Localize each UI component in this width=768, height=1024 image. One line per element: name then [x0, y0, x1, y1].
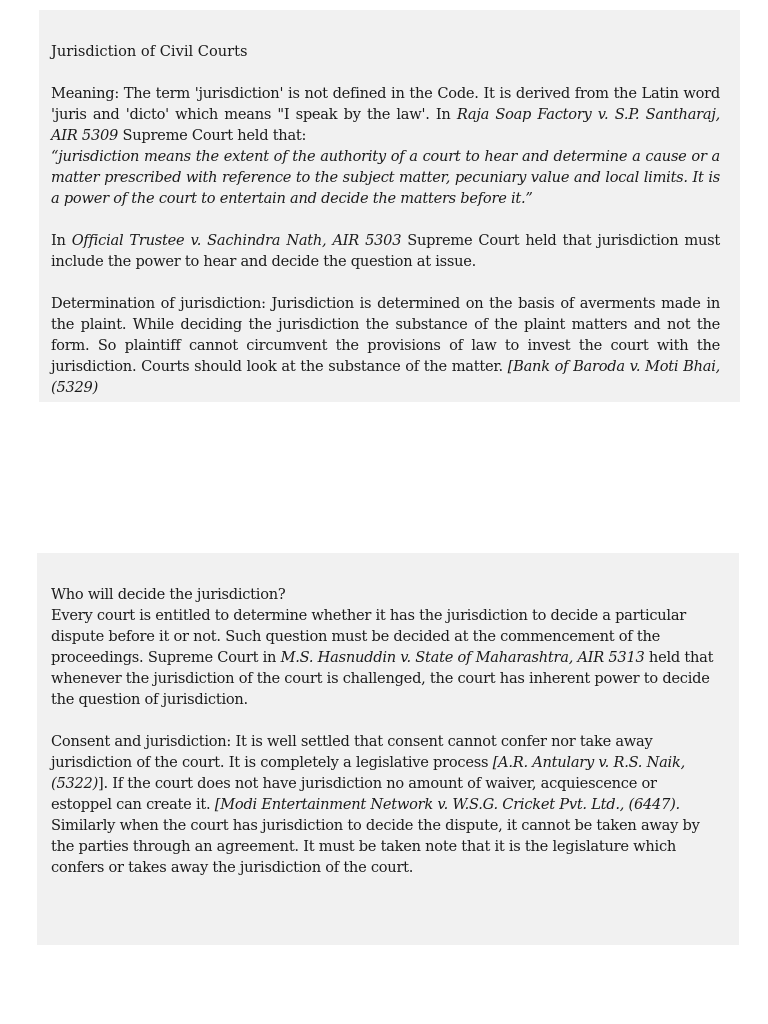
case-citation: M.S. Hasnuddin v. State of Maharashtra, AIR 5313 [280, 649, 645, 666]
case-citation: [Modi Entertainment Network v. W.S.G. Cricket Pvt. Ltd., (6447). [214, 796, 680, 813]
who-decides-heading: Who will decide the jurisdiction? [51, 586, 286, 603]
meaning-text-continued: Supreme Court held that: [118, 127, 307, 144]
meaning-text: Meaning: The term 'jurisdiction' is not defined in the Code. It is derived from the Latin word 'juris and 'dicto' which means "I speak by the law'. In [51, 85, 720, 123]
consent-paragraph: Consent and jurisdiction: It is well settled that consent cannot confer nor take away jurisdiction of the court. It is completely a legislative process [A.R. Antulary v. R.S. Naik, (5322)]. If the court does not have jurisdiction no amount of waiver, acquiescence or estoppel can create it. [Modi Entertainment Network v. W.S.G. Cricket Pvt. Ltd., (6447). Similarly when the court has jurisdiction to decide the dispute, it cannot be taken away by the parties through an agreement. It must be taken note that it is the legislature which confers or takes away the jurisdiction of the court. [51, 733, 700, 876]
determination-paragraph: Determination of jurisdiction: Jurisdiction is determined on the basis of averments made in the plaint. While deciding the jurisdiction the substance of the plaint matters and not the form. So plaintiff cannot circumvent the provisions of law to invest the court with the jurisdiction. Courts should look at the substance of the matter. [Bank of Baroda v. Moti Bhai, (5329) [51, 295, 720, 396]
section-heading: Jurisdiction of Civil Courts [51, 43, 248, 60]
meaning-paragraph [51, 83, 720, 146]
case-citation: [Bank of Baroda v. Moti Bhai, (5329) [51, 358, 720, 396]
jurisdiction-quote: “jurisdiction means the extent of the authority of a court to hear and determine a cause or a matter prescribed with reference to the subject matter, pecuniary value and local limits. It is a power of the court to entertain and decide the matters before it.” [51, 148, 720, 207]
who-decides-paragraph: Every court is entitled to determine whether it has the jurisdiction to decide a particular dispute before it or not. Such question must be decided at the commencement of the proceedings. Supreme Court in M.S. Hasnuddin v. State of Maharashtra, AIR 5313 held that whenever the jurisdiction of the court is challenged, the court has inherent power to decide the question of jurisdiction. [51, 607, 714, 708]
case-citation: Official Trustee v. Sachindra Nath, AIR 5303 [71, 232, 402, 249]
case-citation: [A.R. Antulary v. R.S. Naik, (5322) [51, 754, 685, 792]
document-card-2 [37, 553, 739, 945]
case-citation: Raja Soap Factory v. S.P. Santharaj, AIR 5309 [51, 106, 720, 144]
official-trustee-paragraph: In Official Trustee v. Sachindra Nath, AIR 5303 Supreme Court held that jurisdiction must include the power to hear and decide the question at issue. [51, 232, 720, 270]
document-card-1 [39, 10, 740, 402]
